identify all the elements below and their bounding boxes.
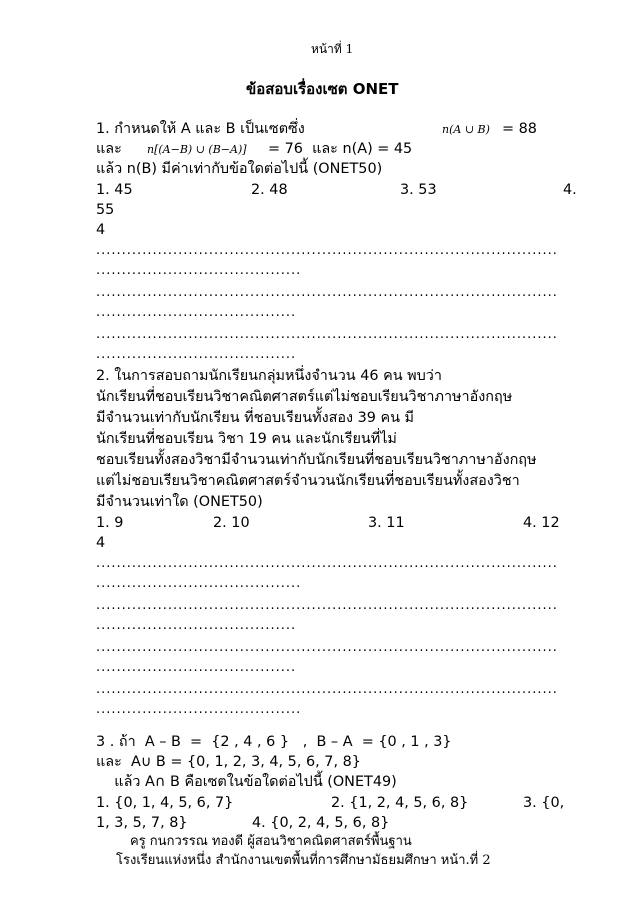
q2-line: นักเรียนที่ชอบเรียนวิชาคณิตศาสตร์แต่ไม่ชอบเรียนวิชาภาษาอังกฤษ [96,389,513,405]
answer-dots: .......................................................................................... [96,640,558,655]
q1-union-value: = 88 [502,121,537,137]
q1-union-expression: n(A ∪ B) [442,123,490,136]
answer-dots: ....................................... [96,618,297,633]
page-title: ข้อสอบเรื่องเซต ONET [246,80,399,98]
q3-choice-3-end: 1, 3, 5, 7, 8} [96,815,188,831]
q2-choice-1: 1. 9 [96,515,124,531]
answer-dots: .......................................................................................... [96,243,558,258]
q1-choice-3: 3. 53 [400,182,437,198]
q3-line3: แล้ว A∩ B คือเซตในข้อใดต่อไปนี้ (ONET49) [96,774,397,790]
q2-line: 2. ในการสอบถามนักเรียนกลุ่มหนึ่งจำนวน 46 คน พบว่า [96,368,442,384]
answer-dots: ....................................... [96,660,297,675]
page-number-header: หน้าที่ 1 [311,42,354,56]
q2-choice-3: 3. 11 [368,515,405,531]
q1-line3: แล้ว n(B) มีค่าเท่ากับข้อใดต่อไปนี้ (ONET50) [96,161,383,177]
q2-line: แต่ไม่ชอบเรียนวิชาคณิตศาสตร์จำนวนนักเรียนที่ชอบเรียนทั้งสองวิชา [96,473,520,489]
q2-line: นักเรียนที่ชอบเรียน วิชา 19 คน และนักเรียนที่ไม่ [96,431,397,447]
answer-dots: ........................................ [96,263,302,278]
footer-line2: โรงเรียนแห่งหนึ่ง สำนักงานเขตพื้นที่การศึกษามัธยมศึกษา หน้า.ที่ 2 [116,853,491,868]
answer-dots: .......................................................................................... [96,285,558,300]
q3-choice-3-start: 3. {0, [523,795,565,811]
answer-dots: ........................................ [96,576,302,591]
answer-dots: ....................................... [96,347,297,362]
q3-choice-1: 1. {0, 1, 4, 5, 6, 7} [96,795,234,811]
q1-line2-values: = 76 และ n(A) = 45 [268,141,413,157]
answer-dots: .......................................................................................... [96,327,558,342]
q2-line: มีจำนวนเท่าใด (ONET50) [96,494,263,510]
answer-dots: .......................................................................................... [96,598,558,613]
q1-answer: 4 [96,222,106,238]
q3-line2: และ A∪ B = {0, 1, 2, 3, 4, 5, 6, 7, 8} [96,754,361,770]
q2-choice-2: 2. 10 [213,515,250,531]
answer-dots: .......................................................................................... [96,682,558,697]
q1-line2-label: และ [96,141,122,157]
footer-line1: ครู กนกวรรณ ทองดี ผู้สอนวิชาคณิตศาสตร์พื้นฐาน [130,834,412,849]
answer-dots: .......................................................................................... [96,556,558,571]
q2-answer: 4 [96,535,106,551]
q2-choice-4: 4. 12 [523,515,560,531]
q1-choice-4-value: 55 [96,202,115,218]
q1-line1: 1. กำหนดให้ A และ B เป็นเซตซึ่ง [96,121,305,137]
q2-line: ชอบเรียนทั้งสองวิชามีจำนวนเท่ากับนักเรียนที่ชอบเรียนวิชาภาษาอังกฤษ [96,452,537,468]
q3-line1: 3 . ถ้า A – B = {2 , 4 , 6 } , B – A = {0 , 1 , 3} [96,734,452,750]
q3-choice-4: 4. {0, 2, 4, 5, 6, 8} [252,815,390,831]
q1-choice-2: 2. 48 [251,182,288,198]
q1-symmetric-difference-expression: n[(A−B) ∪ (B−A)] [147,143,247,156]
q3-choice-2: 2. {1, 2, 4, 5, 6, 8} [331,795,469,811]
answer-dots: ....................................... [96,305,297,320]
q1-choice-1: 1. 45 [96,182,133,198]
answer-dots: ........................................ [96,702,302,717]
q2-line: มีจำนวนเท่ากับนักเรียน ที่ชอบเรียนทั้งสอง 39 คน มี [96,410,415,426]
q1-choice-4-label: 4. [563,182,577,198]
